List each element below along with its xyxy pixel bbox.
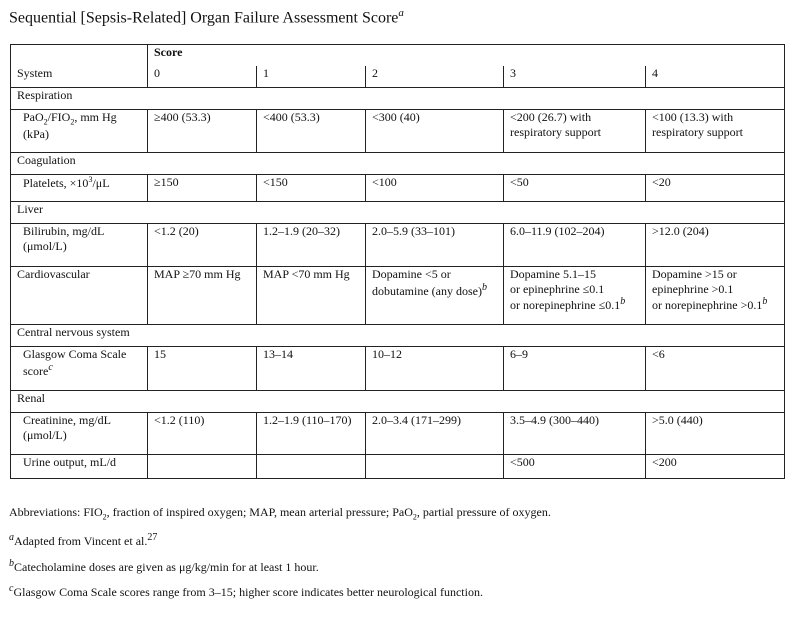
label-part: /μL [92,176,110,190]
row-label-respiration [11,110,148,153]
row-label-cns [11,347,148,391]
fn-part: , partial pressure of oxygen. [416,505,551,519]
renal-score-0: <1.2 (110) [148,413,257,455]
liver-score-3: 6.0–11.9 (102–204) [504,224,646,267]
label-line2: score [23,363,49,378]
renal-score-2: 2.0–3.4 (171–299) [366,413,504,455]
header-score-4: 4 [646,66,785,88]
footnote-mark: b [620,296,626,308]
section-title-coagulation: Coagulation [11,153,785,175]
section-row-cns [11,325,785,347]
fn-text: Adapted from Vincent et al. [14,534,148,549]
row-label-urine: Urine output, mL/d [11,455,148,479]
label-line2: (μmol/L) [23,238,67,253]
label-part: Creatinine, mg/dL [23,413,111,427]
footnote-mark: c [48,361,53,373]
urine-score-1 [257,455,366,479]
footnote-mark: c [9,583,14,595]
cell-line: Dopamine >15 or [652,267,737,281]
reference-number: 27 [147,532,158,544]
fn-part: , fraction of inspired oxygen; MAP, mean arterial pressure; PaO [106,505,413,519]
section-title-cns: Central nervous system [11,325,785,347]
header-columns-row [11,66,785,88]
label-line2: (kPa) [23,127,49,142]
header-score-3: 3 [504,66,646,88]
respiration-score-0: ≥400 (53.3) [148,110,257,153]
footnote-b [9,558,789,574]
section-row-renal [11,391,785,413]
footnote-abbreviations [9,505,789,521]
table-row-cns [11,347,785,391]
fn-sub: 2 [412,512,417,522]
coagulation-score-4: <20 [646,175,785,202]
fn-text: Glasgow Coma Scale scores range from 3–15; higher score indicates better neurological function. [13,585,483,600]
row-label-cardiovascular: Cardiovascular [11,267,148,325]
cns-score-3: 6–9 [504,347,646,391]
page-title [9,7,404,27]
coagulation-score-1: <150 [257,175,366,202]
footnote-mark: b [481,281,487,293]
cns-score-1: 13–14 [257,347,366,391]
renal-score-1: 1.2–1.9 (110–170) [257,413,366,455]
table-row-respiration [11,110,785,153]
coagulation-score-0: ≥150 [148,175,257,202]
label-sup: 3 [88,175,93,184]
footnote-mark: b [762,296,768,308]
footnotes [9,505,789,609]
section-row-respiration [11,88,785,110]
cardiovascular-score-1: MAP <70 mm Hg [257,267,366,325]
respiration-score-1: <400 (53.3) [257,110,366,153]
respiration-score-2: <300 (40) [366,110,504,153]
footnote-c [9,583,789,599]
cell-line: or norepinephrine ≤0.1 [510,298,621,313]
label-sub: 2 [43,117,48,127]
cns-score-4: <6 [646,347,785,391]
footnote-a [9,532,789,548]
label-line2: (μmol/L) [23,427,67,442]
row-label-liver [11,224,148,267]
sofa-table [10,44,785,479]
label-part: Glasgow Coma Scale [23,347,127,361]
table-row-renal-creatinine [11,413,785,455]
urine-score-0 [148,455,257,479]
title-text: Sequential [Sepsis-Related] Organ Failure Assessment Score [9,9,399,27]
table-row-coagulation [11,175,785,202]
header-score-label: Score [148,45,785,67]
label-part: PaO [23,110,44,124]
row-label-coagulation [11,175,148,202]
liver-score-4: >12.0 (204) [646,224,785,267]
cell-line: dobutamine (any dose) [372,283,482,298]
table-row-cardiovascular [11,267,785,325]
cardiovascular-score-3 [504,267,646,325]
header-score-row [11,45,785,67]
coagulation-score-2: <100 [366,175,504,202]
coagulation-score-3: <50 [504,175,646,202]
header-score-2: 2 [366,66,504,88]
renal-score-3: 3.5–4.9 (300–440) [504,413,646,455]
label-sub: 2 [70,117,75,127]
label-part: , mm Hg [74,110,117,124]
label-part: Bilirubin, mg/dL [23,224,105,238]
section-title-liver: Liver [11,202,785,224]
fn-sub: 2 [102,512,107,522]
liver-score-1: 1.2–1.9 (20–32) [257,224,366,267]
cardiovascular-score-0: MAP ≥70 mm Hg [148,267,257,325]
liver-score-2: 2.0–5.9 (33–101) [366,224,504,267]
section-row-coagulation [11,153,785,175]
respiration-score-4: <100 (13.3) with respiratory support [646,110,785,153]
respiration-score-3: <200 (26.7) with respiratory support [504,110,646,153]
cardiovascular-score-4 [646,267,785,325]
cell-line: or epinephrine ≤0.1 [510,281,605,296]
header-score-0: 0 [148,66,257,88]
footnote-mark: b [9,557,14,569]
fn-part: Abbreviations: FIO [9,505,103,519]
cell-line: Dopamine 5.1–15 [510,267,596,281]
liver-score-0: <1.2 (20) [148,224,257,267]
section-row-liver [11,202,785,224]
cell-line: Dopamine <5 or [372,267,451,281]
row-label-creatinine [11,413,148,455]
fn-text: Catecholamine doses are given as μg/kg/min for at least 1 hour. [14,559,319,574]
urine-score-2 [366,455,504,479]
section-title-renal: Renal [11,391,785,413]
footnote-mark: a [9,532,14,544]
header-empty-cell [11,45,148,67]
cns-score-2: 10–12 [366,347,504,391]
renal-score-4: >5.0 (440) [646,413,785,455]
urine-score-4: <200 [646,455,785,479]
header-score-1: 1 [257,66,366,88]
cardiovascular-score-2 [366,267,504,325]
header-system-label: System [11,66,148,88]
cell-line: or norepinephrine >0.1 [652,298,763,313]
table-row-liver [11,224,785,267]
section-title-respiration: Respiration [11,88,785,110]
urine-score-3: <500 [504,455,646,479]
cell-line: epinephrine >0.1 [652,281,734,296]
title-footnote-mark: a [398,7,404,19]
cns-score-0: 15 [148,347,257,391]
table-row-renal-urine [11,455,785,479]
label-part: Platelets, ×10 [23,176,89,190]
label-part: /FIO [47,110,71,124]
